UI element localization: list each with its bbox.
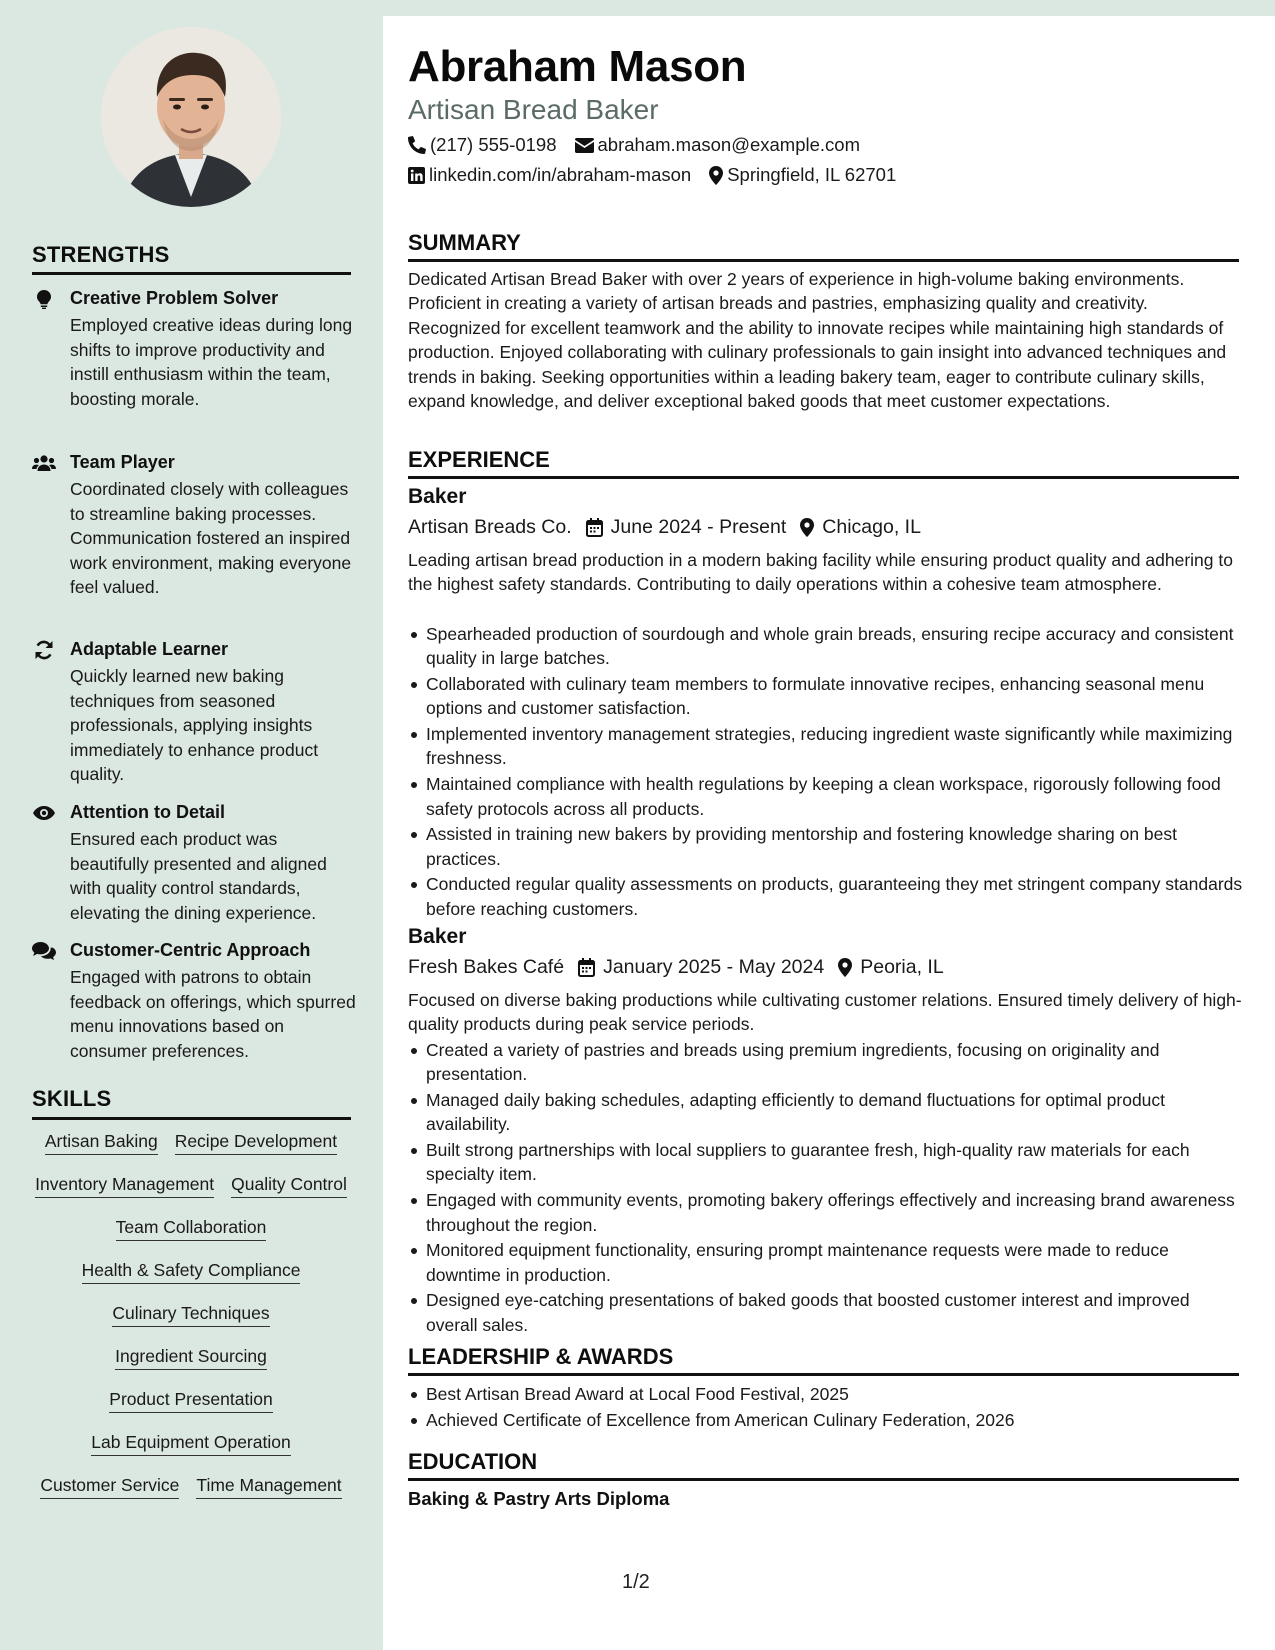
list-item: Created a variety of pastries and breads using premium ingredients, focusing on originality and presentation. — [408, 1038, 1243, 1087]
skill-tag: Team Collaboration — [116, 1216, 267, 1241]
list-item: Best Artisan Bread Award at Local Food Festival, 2025 — [408, 1382, 1243, 1406]
skills-list — [28, 1130, 354, 1499]
skill-tag: Culinary Techniques — [112, 1302, 269, 1327]
skill-tag: Ingredient Sourcing — [115, 1345, 267, 1370]
skill-tag: Inventory Management — [35, 1173, 214, 1198]
list-item: Managed daily baking schedules, adapting efficiently to demand fluctuations for optimal product availability. — [408, 1088, 1243, 1137]
main-content — [383, 16, 1275, 1650]
strength-description: Engaged with patrons to obtain feedback on offerings, which spurred menu innovations based on consumer preferences. — [70, 967, 356, 1061]
skill-tag: Lab Equipment Operation — [91, 1431, 290, 1456]
job-description: Leading artisan bread production in a modern baking facility while ensuring product quality and adhering to the highest safety standards. Contributing to daily operations within a cohesive team atmosphere. — [408, 550, 1233, 595]
job-meta — [408, 956, 944, 979]
map-pin-icon — [709, 166, 723, 185]
linkedin-icon — [408, 167, 425, 184]
map-pin-icon — [838, 958, 852, 977]
awards-heading: LEADERSHIP & AWARDS — [408, 1344, 674, 1369]
calendar-icon — [578, 958, 595, 977]
list-item: Achieved Certificate of Excellence from American Culinary Federation, 2026 — [408, 1408, 1243, 1432]
strength-description: Quickly learned new baking techniques from seasoned professionals, applying insights immediately to enhance product quality. — [70, 666, 319, 784]
eye-icon — [32, 803, 56, 823]
skill-tag: Time Management — [196, 1474, 341, 1499]
contact-row — [408, 164, 896, 186]
calendar-icon — [586, 518, 603, 537]
comments-icon — [32, 941, 56, 961]
strengths-heading: STRENGTHS — [32, 242, 170, 267]
job-dates: January 2025 - May 2024 — [603, 956, 825, 978]
list-item: Assisted in training new bakers by providing mentorship and fostering knowledge sharing on best practices. — [408, 822, 1243, 871]
phone-text: (217) 555-0198 — [430, 134, 557, 155]
linkedin-link[interactable]: linkedin.com/in/abraham-mason — [429, 164, 692, 185]
location-text: Springfield, IL 62701 — [727, 164, 897, 185]
sidebar — [0, 0, 383, 1650]
job-title: Baker — [408, 925, 467, 948]
education-degree: Baking & Pastry Arts Diploma — [408, 1488, 670, 1509]
job-description: Focused on diverse baking productions while cultivating customer relations. Ensured timely delivery of high-quality products during peak service periods. — [408, 990, 1242, 1035]
strength-title: Team Player — [70, 452, 175, 472]
education-divider — [408, 1478, 1239, 1481]
candidate-role: Artisan Bread Baker — [408, 94, 659, 125]
job-title: Baker — [408, 485, 467, 508]
strength-title: Adaptable Learner — [70, 639, 229, 659]
skills-heading: SKILLS — [32, 1086, 112, 1111]
experience-heading: EXPERIENCE — [408, 447, 550, 472]
awards-list — [408, 1382, 1243, 1434]
map-pin-icon — [800, 518, 814, 537]
list-item: Built strong partnerships with local suppliers to guarantee fresh, high-quality raw materials for each specialty item. — [408, 1138, 1243, 1187]
refresh-icon — [32, 640, 56, 660]
strength-description: Coordinated closely with colleagues to streamline baking processes. Communication fostered an inspired work environment, making everyone feel valued. — [70, 479, 352, 597]
list-item: Collaborated with culinary team members to formulate innovative recipes, enhancing seasonal menu options and customer satisfaction. — [408, 672, 1243, 721]
summary-divider — [408, 259, 1239, 262]
list-item: Engaged with community events, promoting bakery offerings effectively and increasing brand awareness throughout the region. — [408, 1188, 1243, 1237]
strength-description: Employed creative ideas during long shifts to improve productivity and instill enthusiasm within the team, boosting morale. — [70, 315, 353, 409]
list-item: Monitored equipment functionality, ensuring prompt maintenance requests were made to reduce downtime in production. — [408, 1238, 1243, 1287]
email-link[interactable]: abraham.mason@example.com — [597, 134, 860, 155]
job-bullets — [408, 1038, 1243, 1339]
list-item: Maintained compliance with health regulations by keeping a clean workspace, rigorously following food safety protocols across all products. — [408, 772, 1243, 821]
skill-tag: Recipe Development — [175, 1130, 337, 1155]
skill-tag: Product Presentation — [109, 1388, 272, 1413]
strength-title: Creative Problem Solver — [70, 288, 279, 308]
strengths-divider — [32, 272, 351, 275]
list-item: Spearheaded production of sourdough and whole grain breads, ensuring recipe accuracy and consistent quality in large batches. — [408, 622, 1243, 671]
strength-title: Customer-Centric Approach — [70, 940, 311, 960]
summary-text: Dedicated Artisan Bread Baker with over 2 years of experience in high-volume baking environments. Proficient in creating a variety of artisan breads and pastries, emphasizing quality and creativity. Recognized for excellent teamwork and the ability to innovate recipes while maintaining high standards of production. Enjoyed collaborating with culinary professionals to gain insight into advanced techniques and trends in baking. Seeking opportunities within a leading bakery team, eager to contribute culinary skills, expand knowledge, and deliver exceptional baked goods that meet customer expectations. — [408, 269, 1227, 412]
skill-tag: Quality Control — [231, 1173, 347, 1198]
experience-divider — [408, 476, 1239, 479]
profile-photo — [101, 27, 281, 207]
phone-icon — [408, 136, 426, 154]
skills-divider — [32, 1117, 351, 1120]
summary-heading: SUMMARY — [408, 230, 521, 255]
job-company: Artisan Breads Co. — [408, 516, 572, 538]
job-bullets — [408, 622, 1243, 923]
email-icon — [575, 138, 594, 153]
awards-divider — [408, 1373, 1239, 1376]
list-item: Designed eye-catching presentations of baked goods that boosted customer interest and improved overall sales. — [408, 1288, 1243, 1337]
strength-description: Ensured each product was beautifully presented and aligned with quality control standards, elevating the dining experience. — [70, 829, 327, 923]
job-company: Fresh Bakes Café — [408, 956, 565, 978]
contact-row — [408, 134, 860, 156]
job-location: Chicago, IL — [822, 516, 921, 538]
job-meta — [408, 516, 921, 539]
job-dates: June 2024 - Present — [610, 516, 787, 538]
page-number: 1/2 — [622, 1571, 650, 1593]
skill-tag: Health & Safety Compliance — [82, 1259, 301, 1284]
users-icon — [32, 453, 56, 473]
skill-tag: Customer Service — [40, 1474, 179, 1499]
list-item: Conducted regular quality assessments on products, guaranteeing they met stringent company standards before reaching customers. — [408, 872, 1243, 921]
job-location: Peoria, IL — [860, 956, 944, 978]
skill-tag: Artisan Baking — [45, 1130, 158, 1155]
candidate-name: Abraham Mason — [408, 42, 747, 91]
strength-title: Attention to Detail — [70, 802, 225, 822]
education-heading: EDUCATION — [408, 1449, 538, 1474]
lightbulb-icon — [32, 289, 56, 309]
list-item: Implemented inventory management strategies, reducing ingredient waste significantly while maximizing freshness. — [408, 722, 1243, 771]
